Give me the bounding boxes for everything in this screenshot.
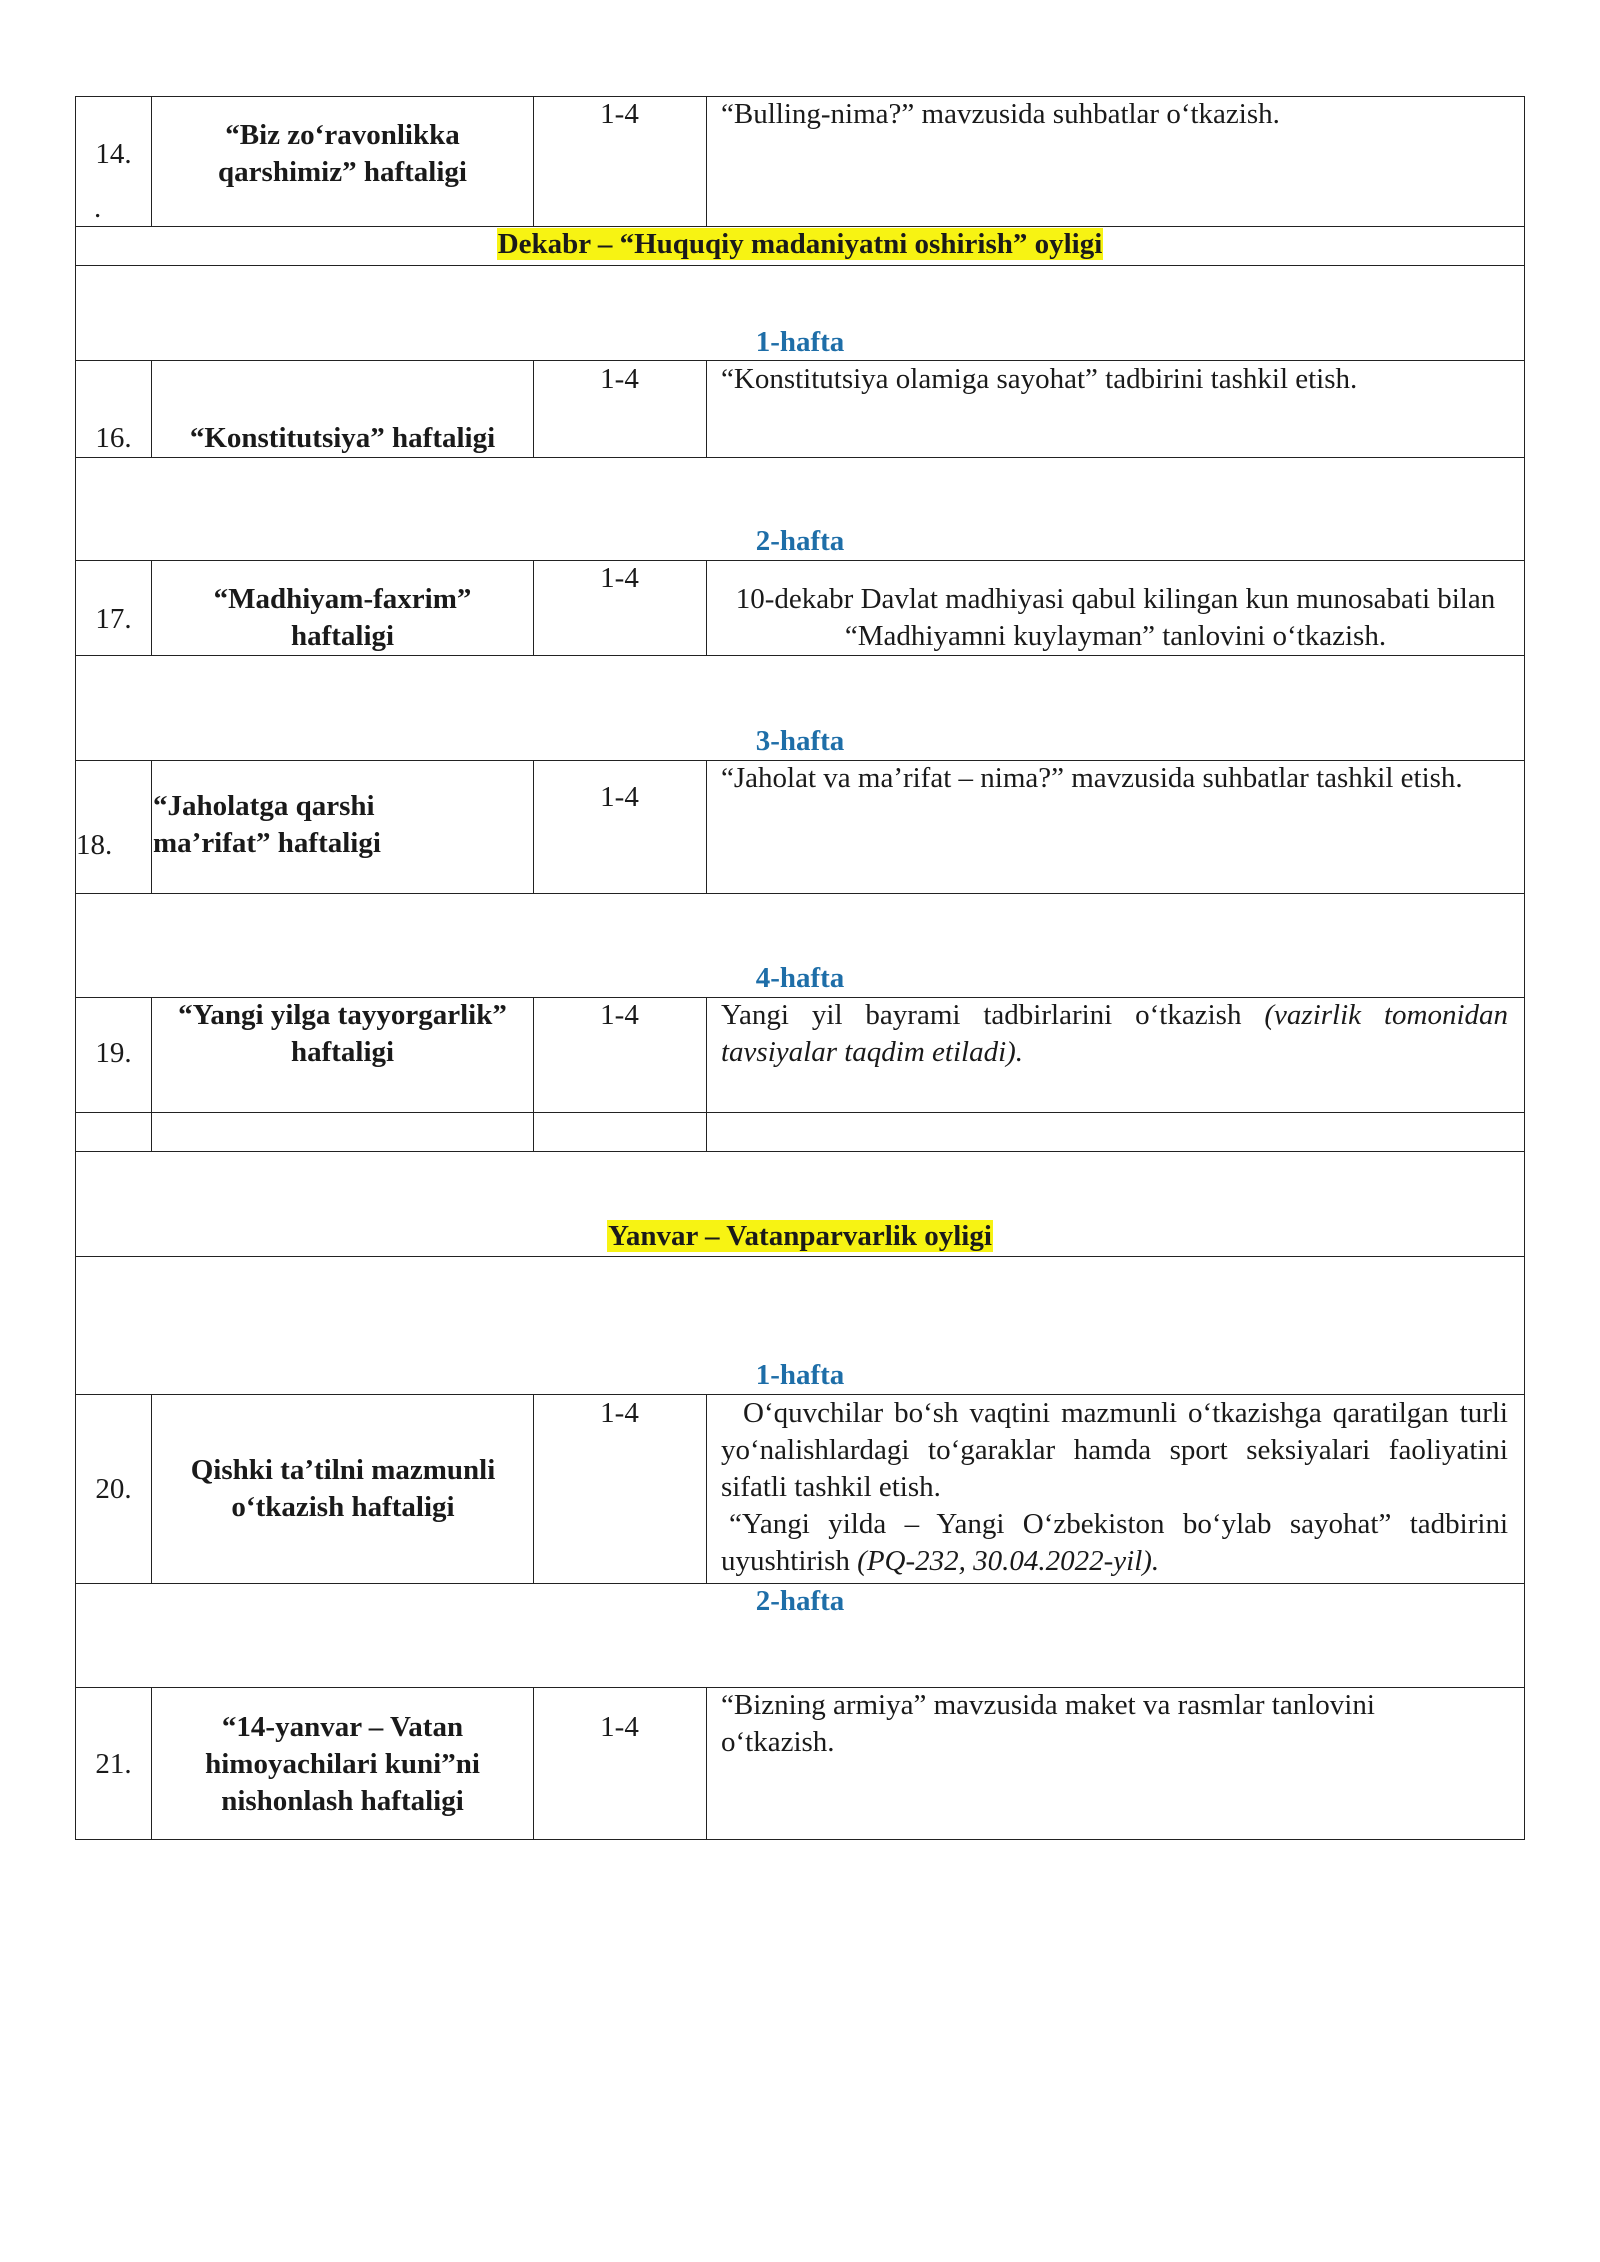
desc-text: Yangi yil bayrami tadbirlarini oʻtkazish: [721, 999, 1265, 1031]
row-number: 17.: [95, 603, 132, 635]
week-label: 1-hafta: [755, 326, 845, 358]
row-description: “Jaholat va ma’rifat – nima?” mavzusida suhbatlar tashkil etish.: [721, 762, 1463, 794]
desc-note: (vazirlik tomonidan tavsiyalar taqdim etiladi).: [721, 999, 1508, 1068]
row-grade: 1-4: [600, 98, 639, 130]
col-line: [706, 560, 707, 655]
table-line: [75, 560, 1525, 561]
col-line: [151, 96, 152, 226]
table-line: [75, 1839, 1525, 1840]
desc-text: “Yangi yilda – Yangi Oʻzbekiston boʻylab sayohat” tadbirini uyushtirish: [721, 1508, 1508, 1577]
col-line: [706, 760, 707, 893]
col-line: [151, 760, 152, 893]
row-title: Qishki ta’tilni mazmunli oʻtkazish haftaligi: [190, 1454, 496, 1523]
col-line: [706, 360, 707, 457]
row-grade: 1-4: [600, 781, 639, 813]
row-number-dot: .: [94, 192, 102, 224]
table-border-left: [75, 96, 76, 1840]
month-header-dekabr: [76, 226, 1524, 263]
row-number: 21.: [95, 1748, 132, 1780]
col-line: [151, 560, 152, 655]
col-line: [706, 96, 707, 226]
month-header-yanvar: [76, 1218, 1524, 1255]
row-grade: 1-4: [600, 363, 639, 395]
table-line: [75, 457, 1525, 458]
row-description: 10-dekabr Davlat madhiyasi qabul kilingan kun munosabati bilan “Madhiyamni kuylayman” tanlovini oʻtkazish.: [735, 583, 1496, 652]
table-line: [75, 1151, 1525, 1152]
table-line: [75, 893, 1525, 894]
row-title: “Biz zoʻravonlikka qarshimiz” haftaligi: [218, 119, 467, 188]
row-grade: 1-4: [600, 1711, 639, 1743]
row-description: [721, 1395, 1508, 1506]
col-line: [151, 1687, 152, 1839]
row-description: “Konstitutsiya olamiga sayohat” tadbirini tashkil etish.: [721, 363, 1358, 395]
week-label: 2-hafta: [755, 1585, 845, 1617]
month-title: Dekabr – “Huquqiy madaniyatni oshirish” oyligi: [497, 228, 1103, 260]
table-line: [75, 1112, 1525, 1113]
row-title: “Jaholatga qarshi ma’rifat” haftaligi: [153, 790, 381, 859]
row-number: 19.: [95, 1037, 132, 1069]
col-line: [151, 997, 152, 1151]
row-number: 16.: [95, 422, 132, 454]
row-number: 20.: [95, 1473, 132, 1505]
week-label: 3-hafta: [755, 725, 845, 757]
row-title: “Yangi yilga tayyorgarlik” haftaligi: [178, 999, 507, 1068]
row-number: 18.: [76, 829, 113, 861]
row-description-2: [721, 1506, 1508, 1580]
row-grade: 1-4: [600, 562, 639, 594]
row-grade: 1-4: [600, 1397, 639, 1429]
col-line: [706, 997, 707, 1151]
table-line: [75, 1256, 1525, 1257]
col-line: [151, 1394, 152, 1583]
row-grade: 1-4: [600, 999, 639, 1031]
desc-note: (PQ-232, 30.04.2022-yil).: [857, 1545, 1160, 1577]
week-label: 4-hafta: [755, 962, 845, 994]
col-line: [706, 1687, 707, 1839]
row-description: “Bizning armiya” mavzusida maket va rasmlar tanlovini oʻtkazish.: [721, 1689, 1375, 1758]
row-title: “14-yanvar – Vatan himoyachilari kuni”ni nishonlash haftaligi: [205, 1711, 480, 1817]
table-line: [75, 655, 1525, 656]
col-line: [706, 1394, 707, 1583]
week-label: 1-hafta: [755, 1359, 845, 1391]
desc-text: Oʻquvchilar boʻsh vaqtini mazmunli oʻtkazishga qaratilgan turli yoʻnalishlardagi toʻgaraklar hamda sport seksiyalari faoliyatini sifatli tashkil etish.: [721, 1397, 1508, 1503]
table-border-right: [1524, 96, 1525, 1840]
month-title: Yanvar – Vatanparvarlik oyligi: [608, 1220, 992, 1252]
row-title: “Madhiyam-faxrim” haftaligi: [213, 583, 472, 652]
row-title: “Konstitutsiya” haftaligi: [189, 422, 496, 454]
row-description: “Bulling-nima?” mavzusida suhbatlar oʻtkazish.: [721, 98, 1280, 130]
row-number: 14.: [95, 138, 132, 170]
week-label: 2-hafta: [755, 525, 845, 557]
table-line: [75, 265, 1525, 266]
row-description: [721, 997, 1508, 1071]
